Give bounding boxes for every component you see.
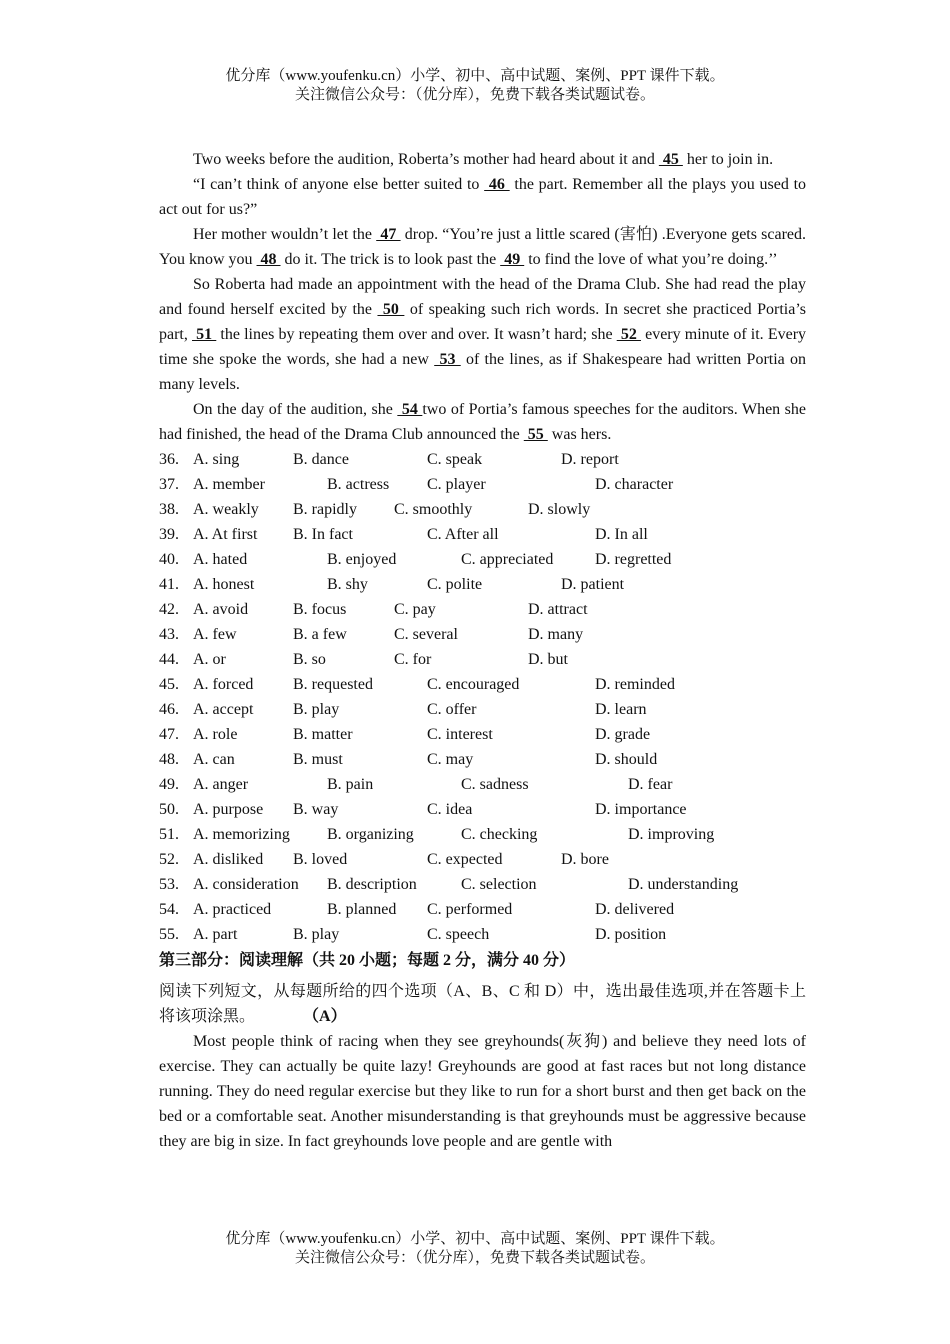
question-number: 47. [159,726,179,743]
option-c: C. performed [427,901,513,918]
option-c: C. for [394,651,432,668]
option-b: B. a few [293,626,347,643]
blank-54: 54 [397,401,423,418]
question-number: 46. [159,701,179,718]
question-row [159,797,806,822]
option-d: D. importance [595,801,687,818]
blank-52: 52 [616,326,641,343]
option-c: C. polite [427,576,483,593]
option-c: C. checking [461,826,538,843]
option-b: B. enjoyed [327,551,397,568]
option-a: A. consideration [193,876,299,893]
option-a: A. or [193,651,226,668]
page-content [159,147,806,1154]
option-a: A. purpose [193,801,264,818]
blank-46: 46 [484,176,510,193]
footer-line-1: 优分库（www.youfenku.cn）小学、初中、高中试题、案例、PPT 课件下载。 [225,1231,725,1247]
question-row [159,597,806,622]
question-row [159,672,806,697]
option-b: B. matter [293,726,353,743]
option-d: D. attract [528,601,588,618]
question-row [159,647,806,672]
question-number: 49. [159,776,179,793]
passage-paragraph-3: Her mother wouldn’t let the 47 drop. “You’re just a little scared (害怕) .Everyone gets scared. You know you 48 do it. The trick is to look past the 49 to find the love of what you’re doing.’’ [159,226,807,268]
option-a: A. practiced [193,901,272,918]
option-b: B. play [293,926,340,943]
question-row [159,722,806,747]
question-row [159,872,806,897]
question-row [159,472,806,497]
option-c: C. idea [427,801,473,818]
option-c: C. encouraged [427,676,520,693]
option-b: B. In fact [293,526,353,543]
question-row [159,622,806,647]
option-a: A. honest [193,576,255,593]
option-b: B. play [293,701,340,718]
blank-55: 55 [523,426,548,443]
question-row [159,547,806,572]
option-b: B. organizing [327,826,414,843]
question-number: 50. [159,801,179,818]
blank-50: 50 [377,301,405,318]
question-number: 45. [159,676,179,693]
blank-45: 45 [658,151,683,168]
question-number: 43. [159,626,179,643]
option-c: C. speech [427,926,490,943]
passage-paragraph-1: Two weeks before the audition, Roberta’s mother had heard about it and 45 her to join in. [193,151,774,168]
option-a: A. At first [193,526,258,543]
option-a: A. avoid [193,601,249,618]
option-b: B. must [293,751,343,768]
option-d: D. fear [628,776,673,793]
question-list [159,447,806,947]
option-d: D. reminded [595,676,675,693]
option-b: B. shy [327,576,368,593]
option-c: C. expected [427,851,503,868]
option-b: B. planned [327,901,397,918]
option-b: B. pain [327,776,374,793]
option-c: C. speak [427,451,483,468]
option-a: A. accept [193,701,254,718]
option-a: A. member [193,476,265,493]
header-line-2: 关注微信公众号：（优分库），免费下载各类试题试卷。 [294,87,655,103]
question-number: 42. [159,601,179,618]
question-number: 52. [159,851,179,868]
option-c: C. pay [394,601,436,618]
option-a: A. forced [193,676,254,693]
question-row [159,522,806,547]
option-c: C. selection [461,876,537,893]
section-title: 第三部分：阅读理解（共 20 小题；每题 2 分，满分 40 分） [159,952,576,969]
question-number: 48. [159,751,179,768]
question-row [159,747,806,772]
option-a: A. memorizing [193,826,290,843]
option-d: D. bore [561,851,609,868]
question-row [159,922,806,947]
option-a: A. sing [193,451,240,468]
option-a: A. can [193,751,235,768]
option-d: D. position [595,926,667,943]
question-row [159,897,806,922]
question-row [159,822,806,847]
option-d: D. but [528,651,568,668]
question-number: 38. [159,501,179,518]
blank-53: 53 [434,351,461,368]
question-number: 41. [159,576,179,593]
option-a: A. anger [193,776,249,793]
passage-paragraph-4: So Roberta had made an appointment with the head of the Drama Club. She had read the play and found herself excited by the 50 of speaking such rich words. In secret she practiced Portia’s part, 51 the lines by repeating them over and over. It wasn’t hard; she 52 every minute of it. Every time she spoke the words, she had a new 53 of the lines, as if Shakespeare had written Portia on many levels. [159,276,807,393]
option-d: D. improving [628,826,715,843]
question-number: 53. [159,876,179,893]
question-row [159,447,806,472]
option-b: B. description [327,876,417,893]
option-c: C. offer [427,701,477,718]
page-header [0,67,950,105]
option-d: D. many [528,626,584,643]
question-row [159,847,806,872]
option-c: C. appreciated [461,551,554,568]
option-c: C. smoothly [394,501,473,518]
passage-label: （A） [303,1008,347,1025]
option-b: B. actress [327,476,390,493]
blank-49: 49 [500,251,525,268]
question-row [159,572,806,597]
option-a: A. part [193,926,238,943]
option-a: A. few [193,626,237,643]
option-d: D. character [595,476,674,493]
option-d: D. grade [595,726,651,743]
header-line-1: 优分库（www.youfenku.cn）小学、初中、高中试题、案例、PPT 课件下载。 [225,68,725,84]
option-d: D. In all [595,526,648,543]
option-d: D. understanding [628,876,739,893]
question-row [159,772,806,797]
option-a: A. weakly [193,501,259,518]
option-d: D. learn [595,701,647,718]
option-d: D. report [561,451,619,468]
question-number: 36. [159,451,179,468]
option-d: D. should [595,751,658,768]
option-b: B. so [293,651,326,668]
question-number: 51. [159,826,179,843]
page-footer [0,1230,950,1268]
option-a: A. role [193,726,238,743]
question-number: 54. [159,901,179,918]
question-number: 39. [159,526,179,543]
option-b: B. requested [293,676,373,693]
blank-47: 47 [376,226,401,243]
option-d: D. delivered [595,901,675,918]
question-number: 55. [159,926,179,943]
option-b: B. rapidly [293,501,357,518]
option-c: C. interest [427,726,493,743]
option-b: B. loved [293,851,348,868]
option-d: D. slowly [528,501,591,518]
question-number: 40. [159,551,179,568]
option-b: B. dance [293,451,349,468]
option-d: D. regretted [595,551,672,568]
option-b: B. focus [293,601,347,618]
option-c: C. sadness [461,776,529,793]
footer-line-2: 关注微信公众号：（优分库），免费下载各类试题试卷。 [294,1250,655,1266]
question-number: 37. [159,476,179,493]
option-a: A. hated [193,551,248,568]
blank-51: 51 [192,326,217,343]
reading-passage-a: Most people think of racing when they see greyhounds(灰狗) and believe they need lots of exercise. They can actually be quite lazy! Greyhounds are good at fast races but not long distance running. They do need regular exercise but they like to run for a short burst and then get back on the bed or a comfortable seat. Another misunderstanding is that greyhounds must be aggressive because they are big in size. In fact greyhounds love people and are gentle with [159,1033,806,1150]
option-c: C. After all [427,526,499,543]
question-number: 44. [159,651,179,668]
section-instruction: 阅读下列短文，从每题所给的四个选项（A、B、C 和 D）中，选出最佳选项,并在答题卡上将该项涂黑。 （A） [159,979,806,1029]
option-c: C. may [427,751,474,768]
option-c: C. player [427,476,486,493]
question-row [159,497,806,522]
passage-paragraph-2: “I can’t think of anyone else better suited to 46 the part. Remember all the plays you used to act out for us?” [159,176,807,218]
question-row [159,697,806,722]
option-a: A. disliked [193,851,264,868]
option-c: C. several [394,626,458,643]
option-d: D. patient [561,576,625,593]
option-b: B. way [293,801,339,818]
passage-paragraph-5: On the day of the audition, she 54 two of Portia’s famous speeches for the auditors. When she had finished, the head of the Drama Club announced the 55 was hers. [159,401,807,443]
blank-48: 48 [256,251,281,268]
